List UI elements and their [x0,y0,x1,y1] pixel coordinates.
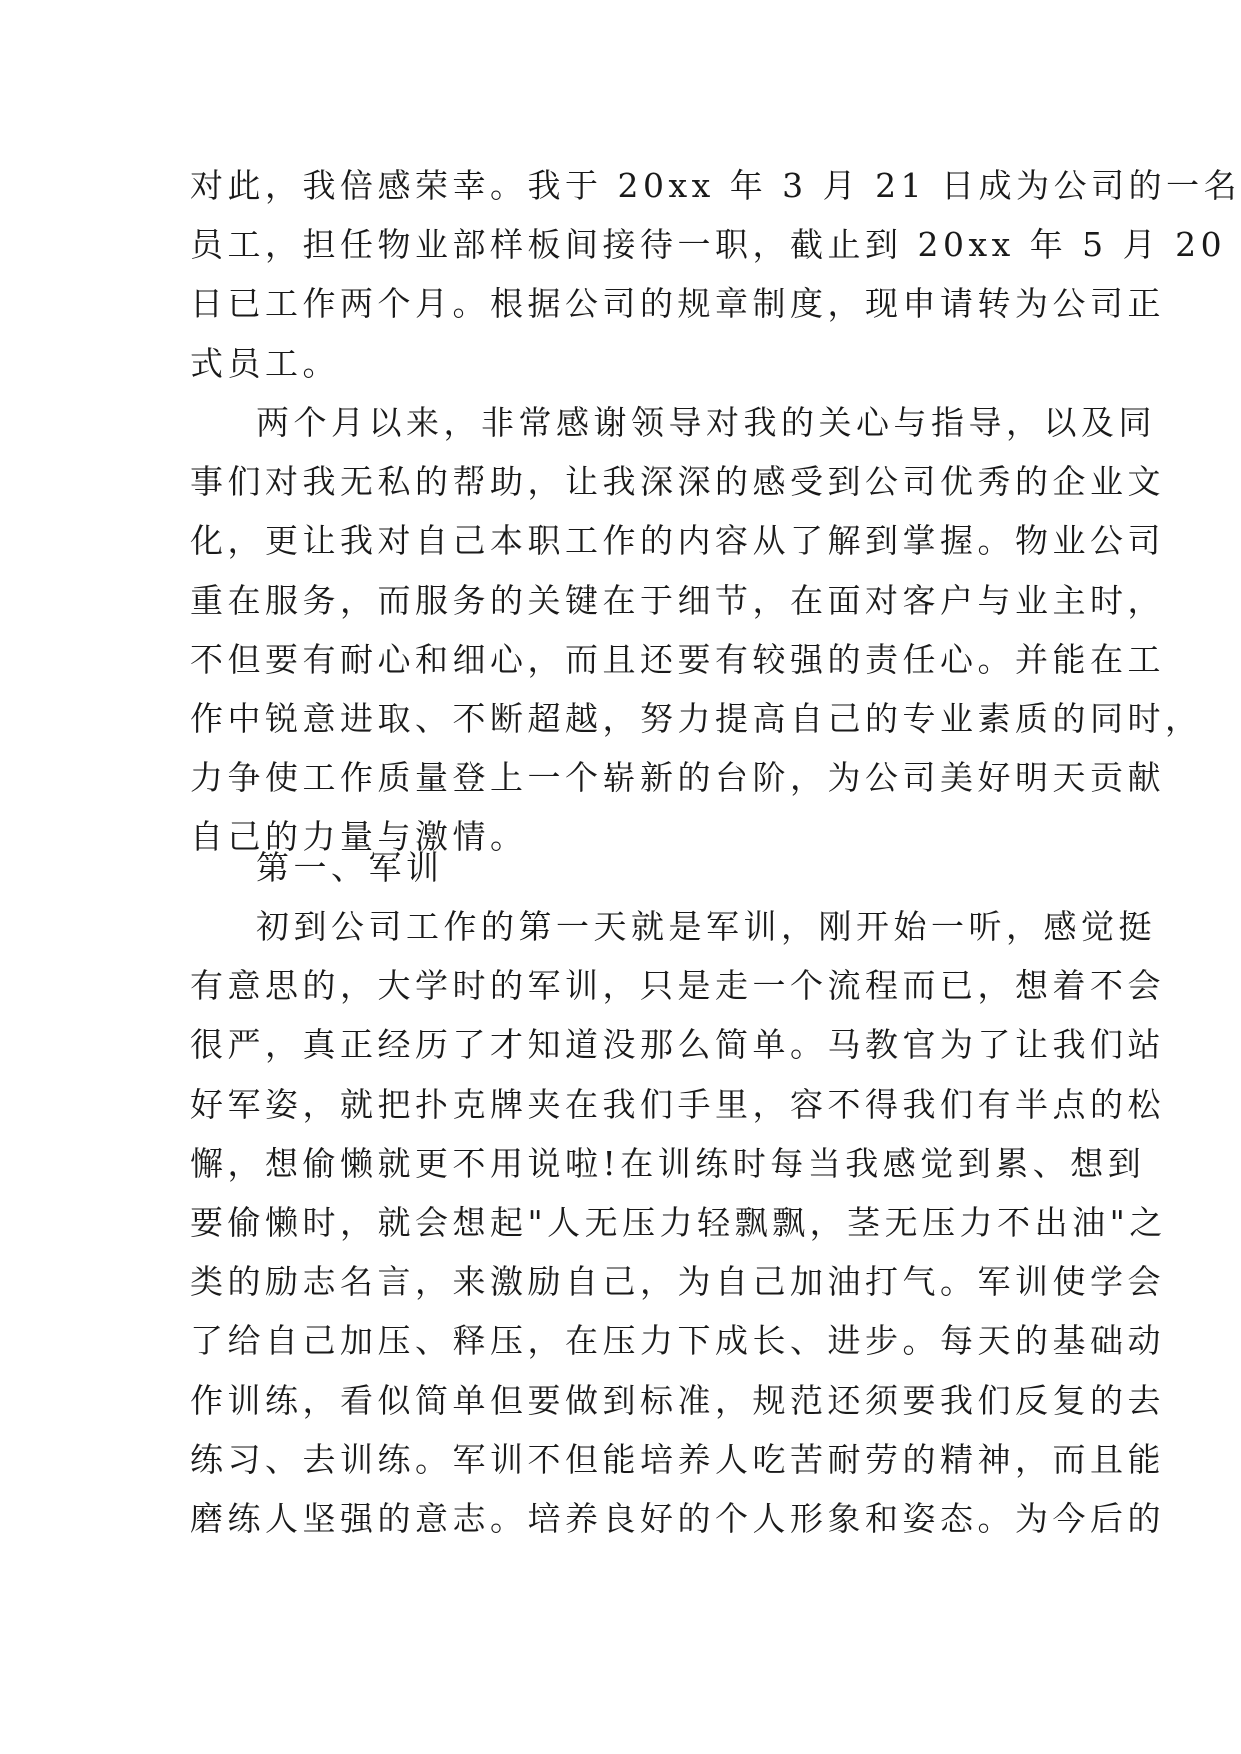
paragraph-1 [190,156,1241,393]
paragraph-line: 有意思的，大学时的军训，只是走一个流程而已，想着不会 [190,966,1165,1006]
paragraph-line: 式员工。 [190,343,340,383]
section-heading-text: 第一、军训 [256,848,444,887]
paragraph-line: 员工，担任物业部样板间接待一职，截止到 20xx 年 5 月 20 [190,225,1227,265]
paragraph-line: 初到公司工作的第一天就是军训，刚开始一听，感觉挺 [256,907,1156,946]
paragraph-line: 自己的力量与激情。 [190,817,528,857]
paragraph-line: 事们对我无私的帮助，让我深深的感受到公司优秀的企业文 [190,462,1165,502]
paragraph-line: 日已工作两个月。根据公司的规章制度，现申请转为公司正 [190,284,1165,324]
paragraph-line: 重在服务，而服务的关键在于细节，在面对客户与业主时， [190,580,1165,620]
paragraph-line: 力争使工作质量登上一个崭新的台阶，为公司美好明天贡献 [190,758,1165,798]
paragraph-line: 类的励志名言，来激励自己，为自己加油打气。军训使学会 [190,1262,1165,1302]
paragraph-line: 好军姿，就把扑克牌夹在我们手里，容不得我们有半点的松 [190,1084,1165,1124]
paragraph-line: 练习、去训练。军训不但能培养人吃苦耐劳的精神，而且能 [190,1439,1165,1479]
paragraph-line: 化，更让我对自己本职工作的内容从了解到掌握。物业公司 [190,521,1165,561]
paragraph-line: 对此，我倍感荣幸。我于 20xx 年 3 月 21 日成为公司的一名 [190,166,1241,205]
paragraph-3 [190,897,1167,1548]
section-heading [190,838,1050,897]
paragraph-line: 懈，想偷懒就更不用说啦!在训练时每当我感觉到累、想到 [190,1143,1146,1183]
paragraph-line: 作训练，看似简单但要做到标准，规范还须要我们反复的去 [190,1380,1165,1420]
paragraph-line: 了给自己加压、释压，在压力下成长、进步。每天的基础动 [190,1321,1165,1361]
paragraph-2 [190,393,1203,867]
paragraph-line: 磨练人坚强的意志。培养良好的个人形象和姿态。为今后的 [190,1498,1165,1538]
paragraph-line: 很严，真正经历了才知道没那么简单。马教官为了让我们站 [190,1025,1165,1065]
paragraph-line: 两个月以来，非常感谢领导对我的关心与指导，以及同 [256,403,1156,442]
paragraph-line: 要偷懒时，就会想起"人无压力轻飘飘，茎无压力不出油"之 [190,1202,1167,1242]
paragraph-line: 不但要有耐心和细心，而且还要有较强的责任心。并能在工 [190,639,1165,679]
paragraph-line: 作中锐意进取、不断超越，努力提高自己的专业素质的同时， [190,698,1203,738]
